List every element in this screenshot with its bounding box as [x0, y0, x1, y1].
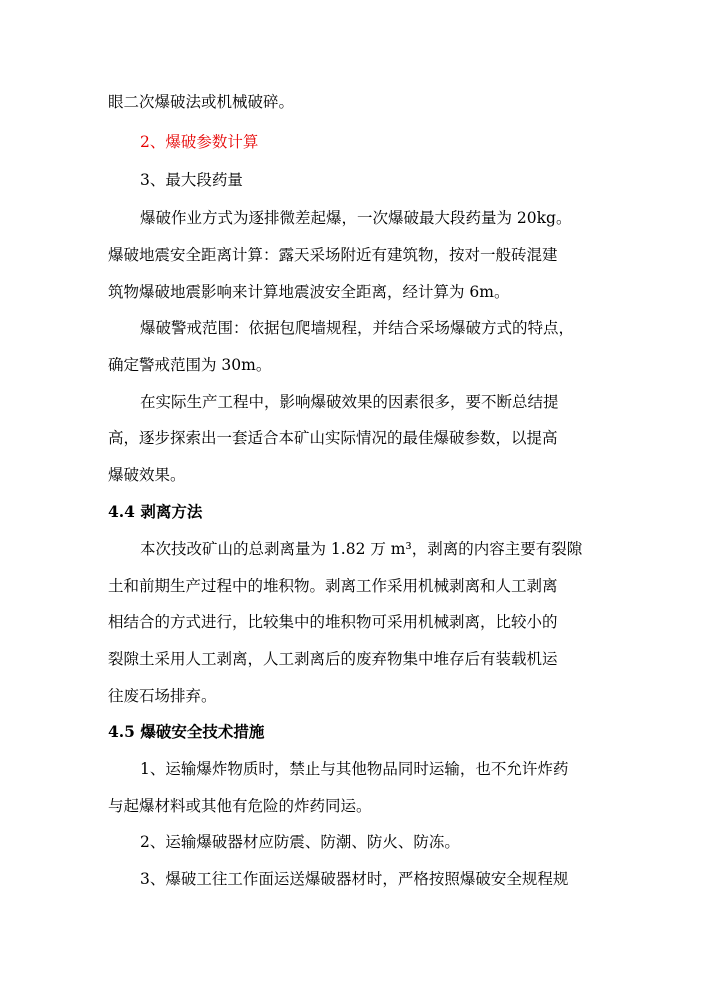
paragraph-line: 在实际生产工程中，影响爆破效果的因素很多，要不断总结提 [140, 393, 559, 411]
paragraph-line: 土和前期生产过程中的堆积物。剥离工作采用机械剥离和人工剥离 [108, 577, 558, 595]
section-heading: 4.5 爆破安全技术措施 [108, 722, 265, 741]
list-item-line: 3、爆破工往工作面运送爆破器材时，严格按照爆破安全规程规 [140, 870, 569, 888]
subsection-heading: 2、爆破参数计算 [140, 133, 259, 151]
body-line: 眼二次爆破法或机械破碎。 [108, 93, 295, 111]
paragraph-line: 爆破地震安全距离计算：露天采场附近有建筑物，按对一般砖混建 [108, 246, 558, 264]
paragraph-line: 筑物爆破地震影响来计算地震波安全距离，经计算为 6m。 [108, 283, 510, 301]
section-heading: 4.4 剥离方法 [108, 502, 203, 521]
paragraph-line: 爆破作业方式为逐排微差起爆，一次爆破最大段药量为 20kg。 [140, 209, 572, 227]
subsection-heading: 3、最大段药量 [140, 171, 243, 189]
paragraph-line: 本次技改矿山的总剥离量为 1.82 万 m³，剥离的内容主要有裂隙 [140, 540, 583, 558]
paragraph-line: 确定警戒范围为 30m。 [108, 356, 272, 374]
paragraph-line: 裂隙土采用人工剥离，人工剥离后的废弃物集中堆存后有装载机运 [108, 650, 558, 668]
paragraph-line: 高，逐步探索出一套适合本矿山实际情况的最佳爆破参数，以提高 [108, 429, 558, 447]
paragraph-line: 往废石场排弃。 [108, 687, 217, 705]
list-item-line: 1、运输爆炸物质时，禁止与其他物品同时运输，也不允许炸药 [140, 760, 569, 778]
paragraph-line: 爆破警戒范围：依据包爬墙规程，并结合采场爆破方式的特点， [140, 319, 575, 337]
list-item-line: 与起爆材料或其他有危险的炸药同运。 [108, 797, 372, 815]
paragraph-line: 相结合的方式进行，比较集中的堆积物可采用机械剥离，比较小的 [108, 613, 558, 631]
paragraph-line: 爆破效果。 [108, 466, 186, 484]
list-item-line: 2、运输爆破器材应防震、防潮、防火、防冻。 [140, 833, 460, 851]
